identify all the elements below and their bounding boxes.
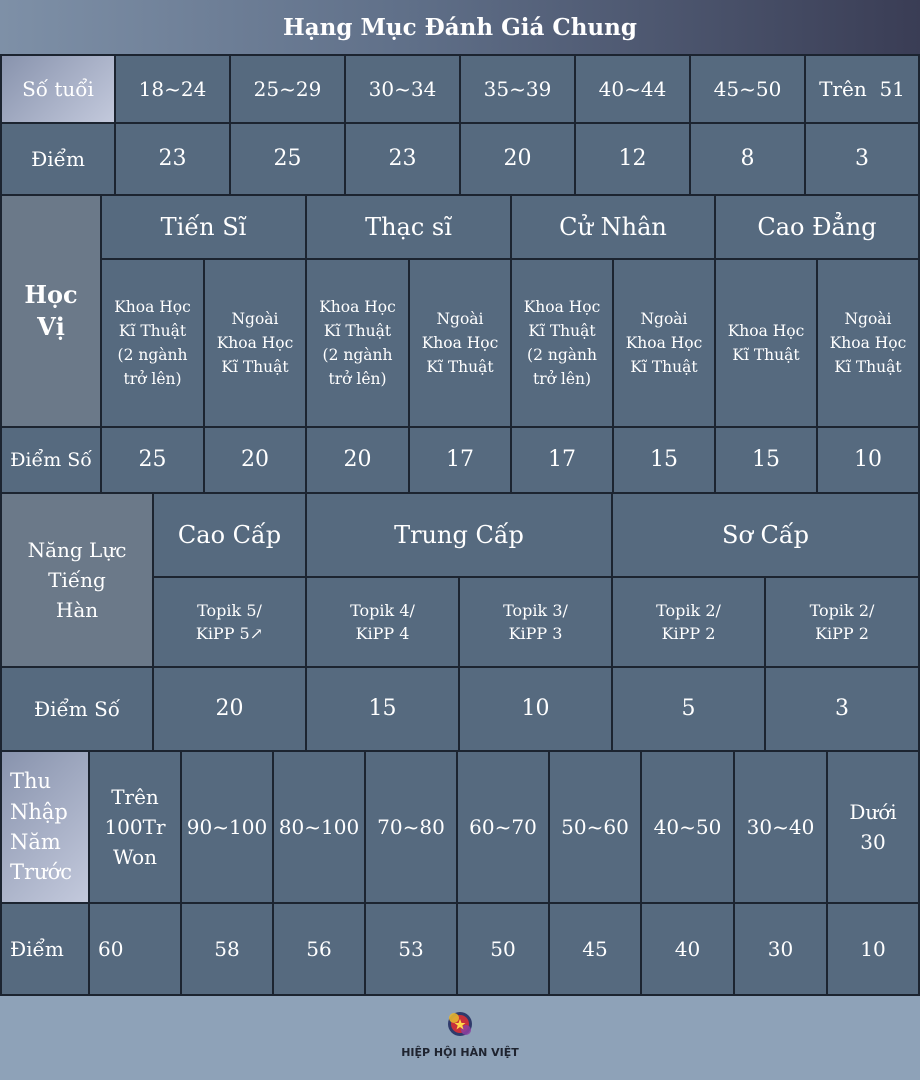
degree-sub-other: Ngoài Khoa Học Kĩ Thuật bbox=[205, 260, 307, 428]
education-score-cell: 17 bbox=[512, 428, 614, 494]
korean-test-cell: Topik 5/ KiPP 5↗ bbox=[154, 578, 307, 668]
income-score-cell: 50 bbox=[458, 904, 550, 996]
education-score-cell: 15 bbox=[716, 428, 818, 494]
education-score-cell: 10 bbox=[818, 428, 920, 494]
age-score-cell: 12 bbox=[576, 124, 691, 196]
income-range-cell: 70~80 bbox=[366, 752, 458, 904]
age-label: Số tuổi bbox=[0, 56, 116, 124]
income-score-cell: 58 bbox=[182, 904, 274, 996]
education-score-cell: 20 bbox=[307, 428, 410, 494]
page-title-bar bbox=[0, 0, 920, 56]
degree-sub-stem: Khoa Học Kĩ Thuật (2 ngành trở lên) bbox=[102, 260, 205, 428]
degree-header: Tiến Sĩ bbox=[102, 196, 307, 260]
korean-label: Năng Lực Tiếng Hàn bbox=[0, 494, 154, 668]
age-score-label: Điểm bbox=[0, 124, 116, 196]
korean-score-cell: 15 bbox=[307, 668, 460, 752]
page-title: Hạng Mục Đánh Giá Chung bbox=[283, 13, 637, 41]
income-score-cell: 56 bbox=[274, 904, 366, 996]
degree-sub-other: Ngoài Khoa Học Kĩ Thuật bbox=[614, 260, 716, 428]
age-group-cell: 25~29 bbox=[231, 56, 346, 124]
korean-score-cell: 20 bbox=[154, 668, 307, 752]
income-range-cell: 80~100 bbox=[274, 752, 366, 904]
korean-level-header: Sơ Cấp bbox=[613, 494, 920, 578]
income-score-cell: 45 bbox=[550, 904, 642, 996]
age-group-cell: 35~39 bbox=[461, 56, 576, 124]
income-score-cell: 60 bbox=[90, 904, 182, 996]
income-score-label: Điểm bbox=[0, 904, 90, 996]
degree-header: Thạc sĩ bbox=[307, 196, 512, 260]
income-range-cell: Trên 100Tr Won bbox=[90, 752, 182, 904]
education-score-cell: 15 bbox=[614, 428, 716, 494]
korean-score-cell: 3 bbox=[766, 668, 920, 752]
age-group-cell: 30~34 bbox=[346, 56, 461, 124]
education-score-cell: 20 bbox=[205, 428, 307, 494]
education-score-cell: 25 bbox=[102, 428, 205, 494]
korean-test-cell: Topik 3/ KiPP 3 bbox=[460, 578, 613, 668]
education-score-cell: 17 bbox=[410, 428, 512, 494]
age-score-cell: 25 bbox=[231, 124, 346, 196]
education-label: Học Vị bbox=[0, 196, 102, 428]
income-range-cell: 90~100 bbox=[182, 752, 274, 904]
age-group-cell: 40~44 bbox=[576, 56, 691, 124]
age-group-cell: 45~50 bbox=[691, 56, 806, 124]
degree-header: Cử Nhân bbox=[512, 196, 716, 260]
korean-level-header: Trung Cấp bbox=[307, 494, 613, 578]
income-label: Thu Nhập Năm Trước bbox=[0, 752, 90, 904]
degree-sub-stem-short: Khoa Học Kĩ Thuật bbox=[716, 260, 818, 428]
korean-test-cell: Topik 4/ KiPP 4 bbox=[307, 578, 460, 668]
age-score-cell: 23 bbox=[346, 124, 461, 196]
korean-score-cell: 10 bbox=[460, 668, 613, 752]
income-score-cell: 53 bbox=[366, 904, 458, 996]
income-range-cell: 50~60 bbox=[550, 752, 642, 904]
korean-test-cell: Topik 2/ KiPP 2 bbox=[766, 578, 920, 668]
income-score-cell: 10 bbox=[828, 904, 920, 996]
income-range-cell: Dưới 30 bbox=[828, 752, 920, 904]
korean-score-cell: 5 bbox=[613, 668, 766, 752]
degree-sub-stem: Khoa Học Kĩ Thuật (2 ngành trở lên) bbox=[307, 260, 410, 428]
income-range-cell: 60~70 bbox=[458, 752, 550, 904]
korean-score-label: Điểm Số bbox=[0, 668, 154, 752]
income-range-cell: 30~40 bbox=[735, 752, 828, 904]
degree-sub-stem: Khoa Học Kĩ Thuật (2 ngành trở lên) bbox=[512, 260, 614, 428]
age-group-cell: 18~24 bbox=[116, 56, 231, 124]
association-logo-icon bbox=[436, 1006, 484, 1042]
age-score-cell: 20 bbox=[461, 124, 576, 196]
income-score-cell: 40 bbox=[642, 904, 735, 996]
education-score-label: Điểm Số bbox=[0, 428, 102, 494]
degree-sub-other: Ngoài Khoa Học Kĩ Thuật bbox=[818, 260, 920, 428]
income-score-cell: 30 bbox=[735, 904, 828, 996]
age-score-cell: 3 bbox=[806, 124, 920, 196]
degree-header: Cao Đẳng bbox=[716, 196, 920, 260]
korean-test-cell: Topik 2/ KiPP 2 bbox=[613, 578, 766, 668]
degree-sub-other: Ngoài Khoa Học Kĩ Thuật bbox=[410, 260, 512, 428]
age-group-cell: Trên 51 bbox=[806, 56, 920, 124]
korean-level-header: Cao Cấp bbox=[154, 494, 307, 578]
age-score-cell: 23 bbox=[116, 124, 231, 196]
organization-name: HIỆP HỘI HÀN VIỆT bbox=[401, 1046, 519, 1059]
age-score-cell: 8 bbox=[691, 124, 806, 196]
income-range-cell: 40~50 bbox=[642, 752, 735, 904]
